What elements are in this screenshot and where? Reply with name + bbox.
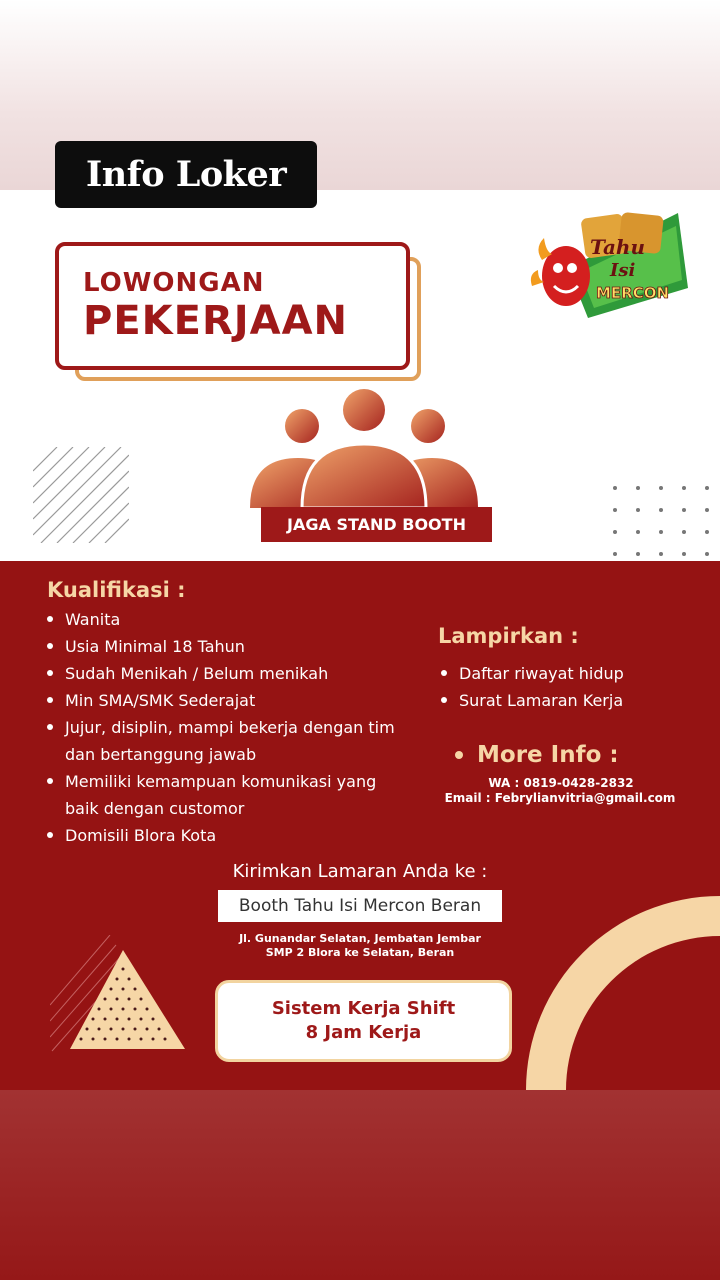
more-info-heading	[455, 742, 619, 768]
title-box	[55, 242, 410, 370]
tahu-isi-mercon-logo	[528, 208, 690, 320]
qualifications-heading: Kualifikasi :	[47, 578, 186, 602]
attachment-item: Daftar riwayat hidup	[441, 660, 701, 687]
cream-arc-decoration	[526, 896, 720, 1090]
bullet-dot-icon	[455, 751, 463, 759]
info-loker-tag	[55, 141, 317, 208]
triangle-decoration	[50, 935, 190, 1055]
booth-name-box: Booth Tahu Isi Mercon Beran	[218, 890, 502, 922]
qualification-item: Sudah Menikah / Belum menikah	[47, 660, 417, 687]
attachments-list	[441, 660, 701, 714]
bottom-band	[0, 1090, 720, 1280]
qualification-item: Wanita	[47, 606, 417, 633]
attachment-item: Surat Lamaran Kerja	[441, 687, 701, 714]
position-text: JAGA STAND BOOTH	[287, 515, 466, 534]
qualification-item: Min SMA/SMK Sederajat	[47, 687, 417, 714]
title-line-1: LOWONGAN	[83, 268, 265, 298]
logo-text-isi: Isi	[610, 260, 636, 281]
qualification-item: Usia Minimal 18 Tahun	[47, 633, 417, 660]
qualification-item: Memiliki kemampuan komunikasi yang baik dengan customor	[47, 768, 387, 822]
team-people-icon	[248, 386, 480, 512]
logo-text-tahu: Tahu	[590, 235, 646, 259]
title-line-2: PEKERJAAN	[83, 298, 349, 344]
diagonal-stripes-decoration	[33, 447, 129, 543]
qualification-item: Jujur, disiplin, mampi bekerja dengan tim dan bertanggung jawab	[47, 714, 409, 768]
address-line-1: Jl. Gunandar Selatan, Jembatan Jembar	[239, 932, 481, 945]
more-info-text: More Info :	[477, 742, 619, 768]
whatsapp-number: WA : 0819-0428-2832	[488, 776, 634, 790]
position-banner	[261, 507, 492, 542]
attachments-heading: Lampirkan :	[438, 624, 579, 648]
work-system-box	[215, 980, 512, 1062]
send-application-label: Kirimkan Lamaran Anda ke :	[232, 861, 488, 882]
work-system-line-1: Sistem Kerja Shift	[271, 998, 456, 1019]
email-address: Email : Febrylianvitria@gmail.com	[444, 791, 676, 805]
address-line-2: SMP 2 Blora ke Selatan, Beran	[265, 946, 455, 959]
qualifications-list	[47, 606, 417, 849]
qualification-item: Domisili Blora Kota	[47, 822, 417, 849]
logo-text-mercon: MERCON	[596, 284, 670, 302]
info-loker-text: Info Loker	[85, 154, 287, 195]
work-system-line-2: 8 Jam Kerja	[305, 1022, 422, 1043]
